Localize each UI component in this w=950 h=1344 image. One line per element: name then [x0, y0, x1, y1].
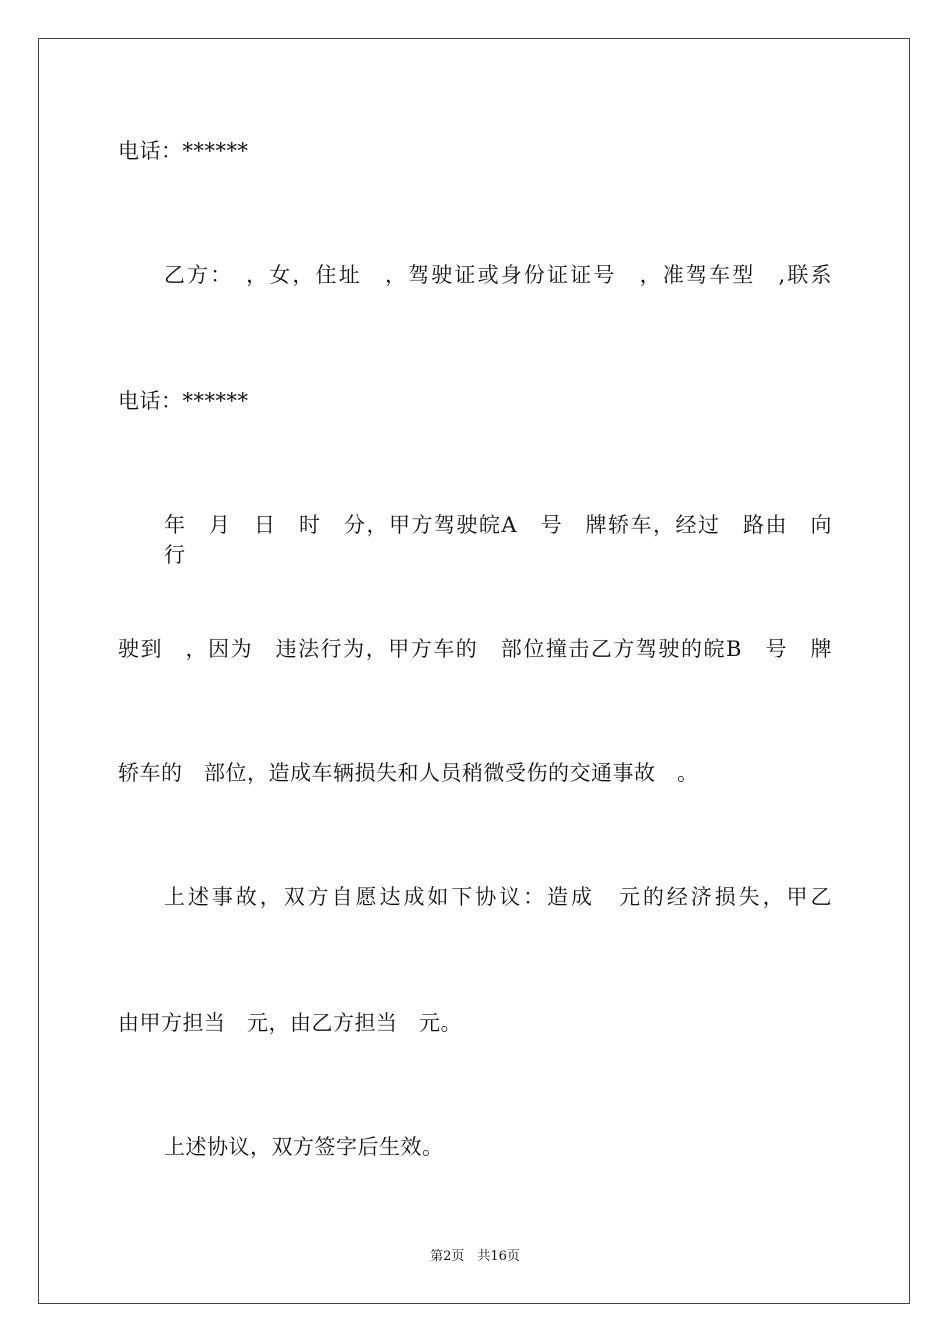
agreement-line-1: 上述事故，双方自愿达成如下协议：造成 元的经济损失，甲乙	[164, 885, 832, 909]
page-number-footer: 第2页 共16页	[430, 1249, 520, 1264]
page-frame	[38, 38, 910, 1304]
phone-line-2: 电话：******	[118, 389, 249, 413]
phone-line-1: 电话：******	[118, 139, 249, 163]
effective-clause-line: 上述协议，双方签字后生效。	[164, 1135, 444, 1159]
party-b-info-line: 乙方： ，女，住址 ，驾驶证或身份证证号 ，准驾车型 ,联系	[164, 263, 832, 287]
accident-description-line-2: 驶到 ，因为 违法行为，甲方车的 部位撞击乙方驾驶的皖B 号 牌	[118, 637, 832, 661]
accident-description-line-1: 年 月 日 时 分，甲方驾驶皖A 号 牌轿车，经过 路由 向 行	[164, 513, 854, 567]
agreement-line-2: 由甲方担当 元，由乙方担当 元。	[118, 1011, 462, 1035]
accident-description-line-3: 轿车的 部位，造成车辆损失和人员稍微受伤的交通事故 。	[118, 761, 699, 785]
